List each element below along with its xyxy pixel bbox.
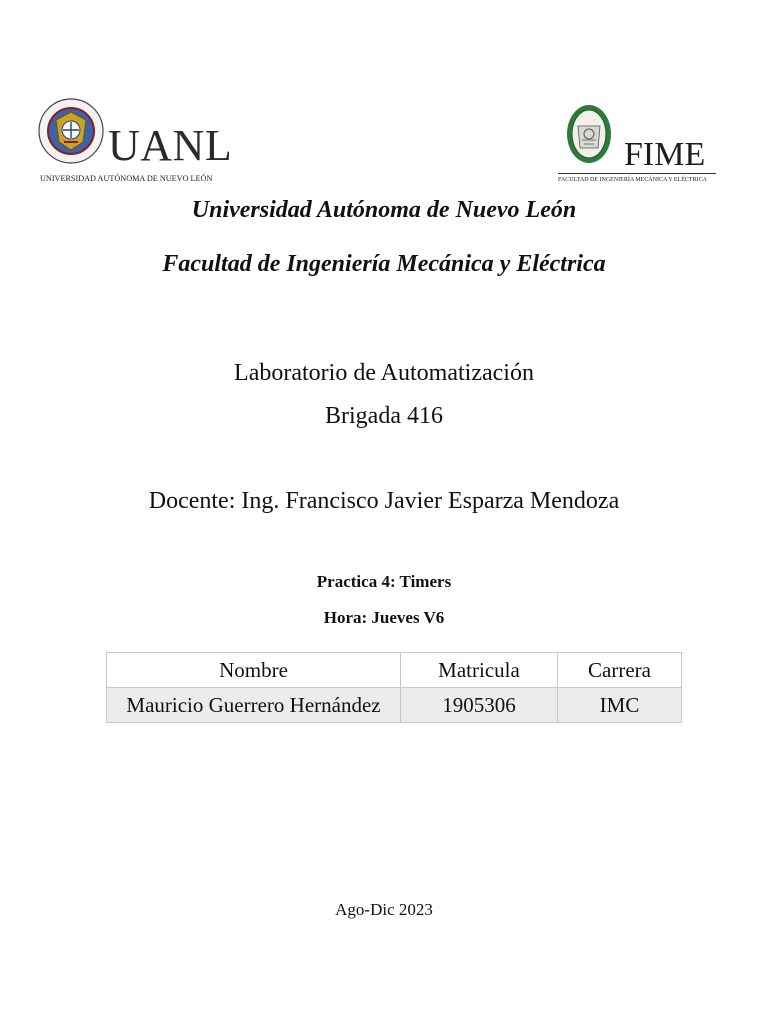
practice-schedule: Hora: Jueves V6 — [323, 608, 445, 627]
cell-nombre: Mauricio Guerrero Hernández — [107, 688, 401, 723]
fime-logo — [558, 104, 726, 190]
uanl-seal-icon — [38, 98, 104, 164]
fime-wordmark: FIME — [624, 136, 706, 173]
uanl-logo — [38, 98, 234, 188]
faculty-title: Facultad de Ingeniería Mecánica y Eléctrica — [162, 251, 606, 277]
table-row — [107, 688, 682, 723]
teacher: Docente: Ing. Francisco Javier Esparza Mendoza — [148, 488, 620, 514]
uanl-subtitle: UNIVERSIDAD AUTÓNOMA DE NUEVO LEÓN — [40, 174, 213, 183]
table-header-row — [107, 653, 682, 688]
fime-seal-icon — [566, 104, 612, 164]
cell-matricula: 1905306 — [401, 688, 558, 723]
header-cell-carrera: Carrera — [558, 653, 682, 688]
fime-divider — [558, 173, 716, 174]
cell-carrera: IMC — [558, 688, 682, 723]
header-cell-matricula: Matricula — [401, 653, 558, 688]
lab-name: Laboratorio de Automatización — [234, 360, 534, 386]
student-table — [106, 652, 682, 723]
uanl-wordmark: UANL — [108, 121, 233, 170]
university-title: Universidad Autónoma de Nuevo León — [191, 197, 577, 223]
header-cell-nombre: Nombre — [107, 653, 401, 688]
practice-title: Practica 4: Timers — [316, 572, 452, 591]
period-footer: Ago-Dic 2023 — [335, 900, 433, 919]
fime-subtitle: FACULTAD DE INGENIERÍA MECÁNICA Y ELÉCTRICA — [558, 177, 707, 183]
brigade: Brigada 416 — [325, 403, 443, 429]
